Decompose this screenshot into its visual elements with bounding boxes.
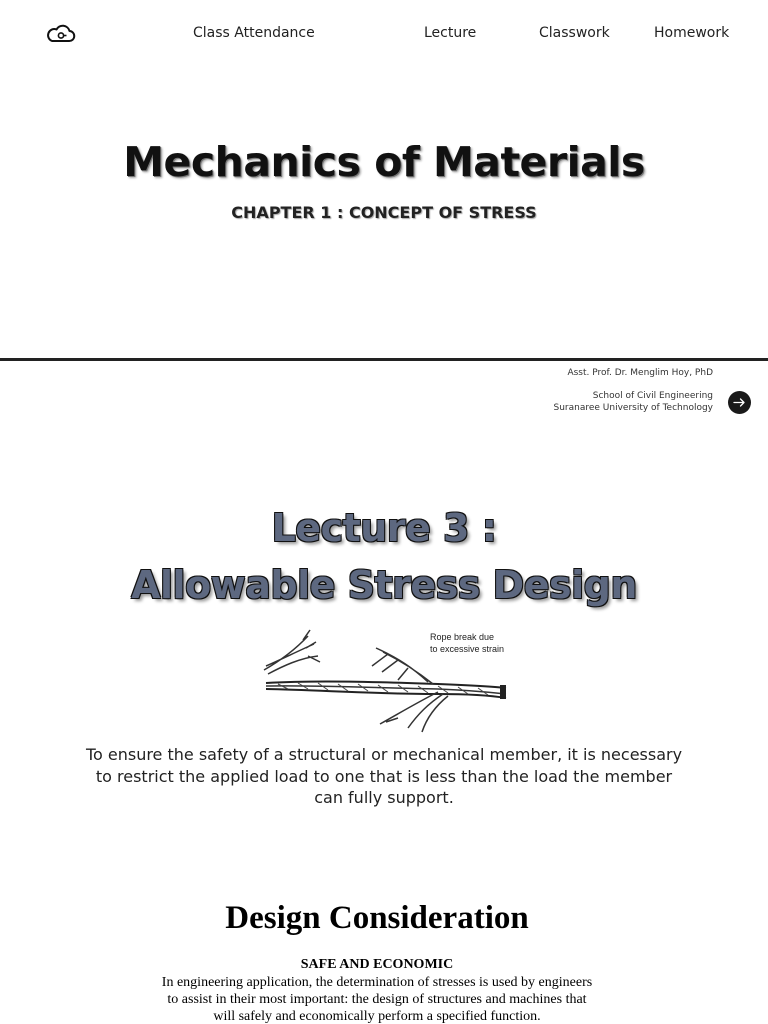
next-arrow-button[interactable] [728,391,751,414]
design-consideration-heading: Design Consideration [225,900,529,936]
lecture-title [0,500,768,614]
lecture-paragraph: To ensure the safety of a structural or mechanical member, it is necessary to restrict the applied load to one that is less than the load the member can fully support. [85,745,683,807]
figure-caption-line1: Rope break due [430,632,495,642]
section-divider [0,358,768,361]
lecture-number: Lecture 3 : [271,506,497,550]
figure-caption [430,631,504,655]
university-name: Suranaree University of Technology [553,403,713,413]
figure-caption-line2: to excessive strain [430,644,505,654]
design-subheading: SAFE AND ECONOMIC [300,957,454,972]
arrow-right-icon [732,395,747,410]
author-name: Asst. Prof. Dr. Menglim Hoy, PhD [567,368,713,378]
nav-lecture[interactable]: Lecture [424,25,477,41]
nav-class-attendance[interactable]: Class Attendance [193,25,315,41]
nav-homework[interactable]: Homework [654,25,730,41]
chapter-subtitle: CHAPTER 1 : CONCEPT OF STRESS [231,203,537,222]
page-title: Mechanics of Materials [123,138,645,186]
school-info [554,390,714,414]
cloud-icon[interactable] [45,22,77,46]
top-nav [0,0,768,68]
design-paragraph: In engineering application, the determination of stresses is used by engineers to assist in their most important: the design of structures and machines that will safely and economically perform a specified function. [161,975,593,1024]
nav-classwork[interactable]: Classwork [539,25,610,41]
lecture-topic: Allowable Stress Design [131,563,637,607]
school-name: School of Civil Engineering [592,391,713,401]
